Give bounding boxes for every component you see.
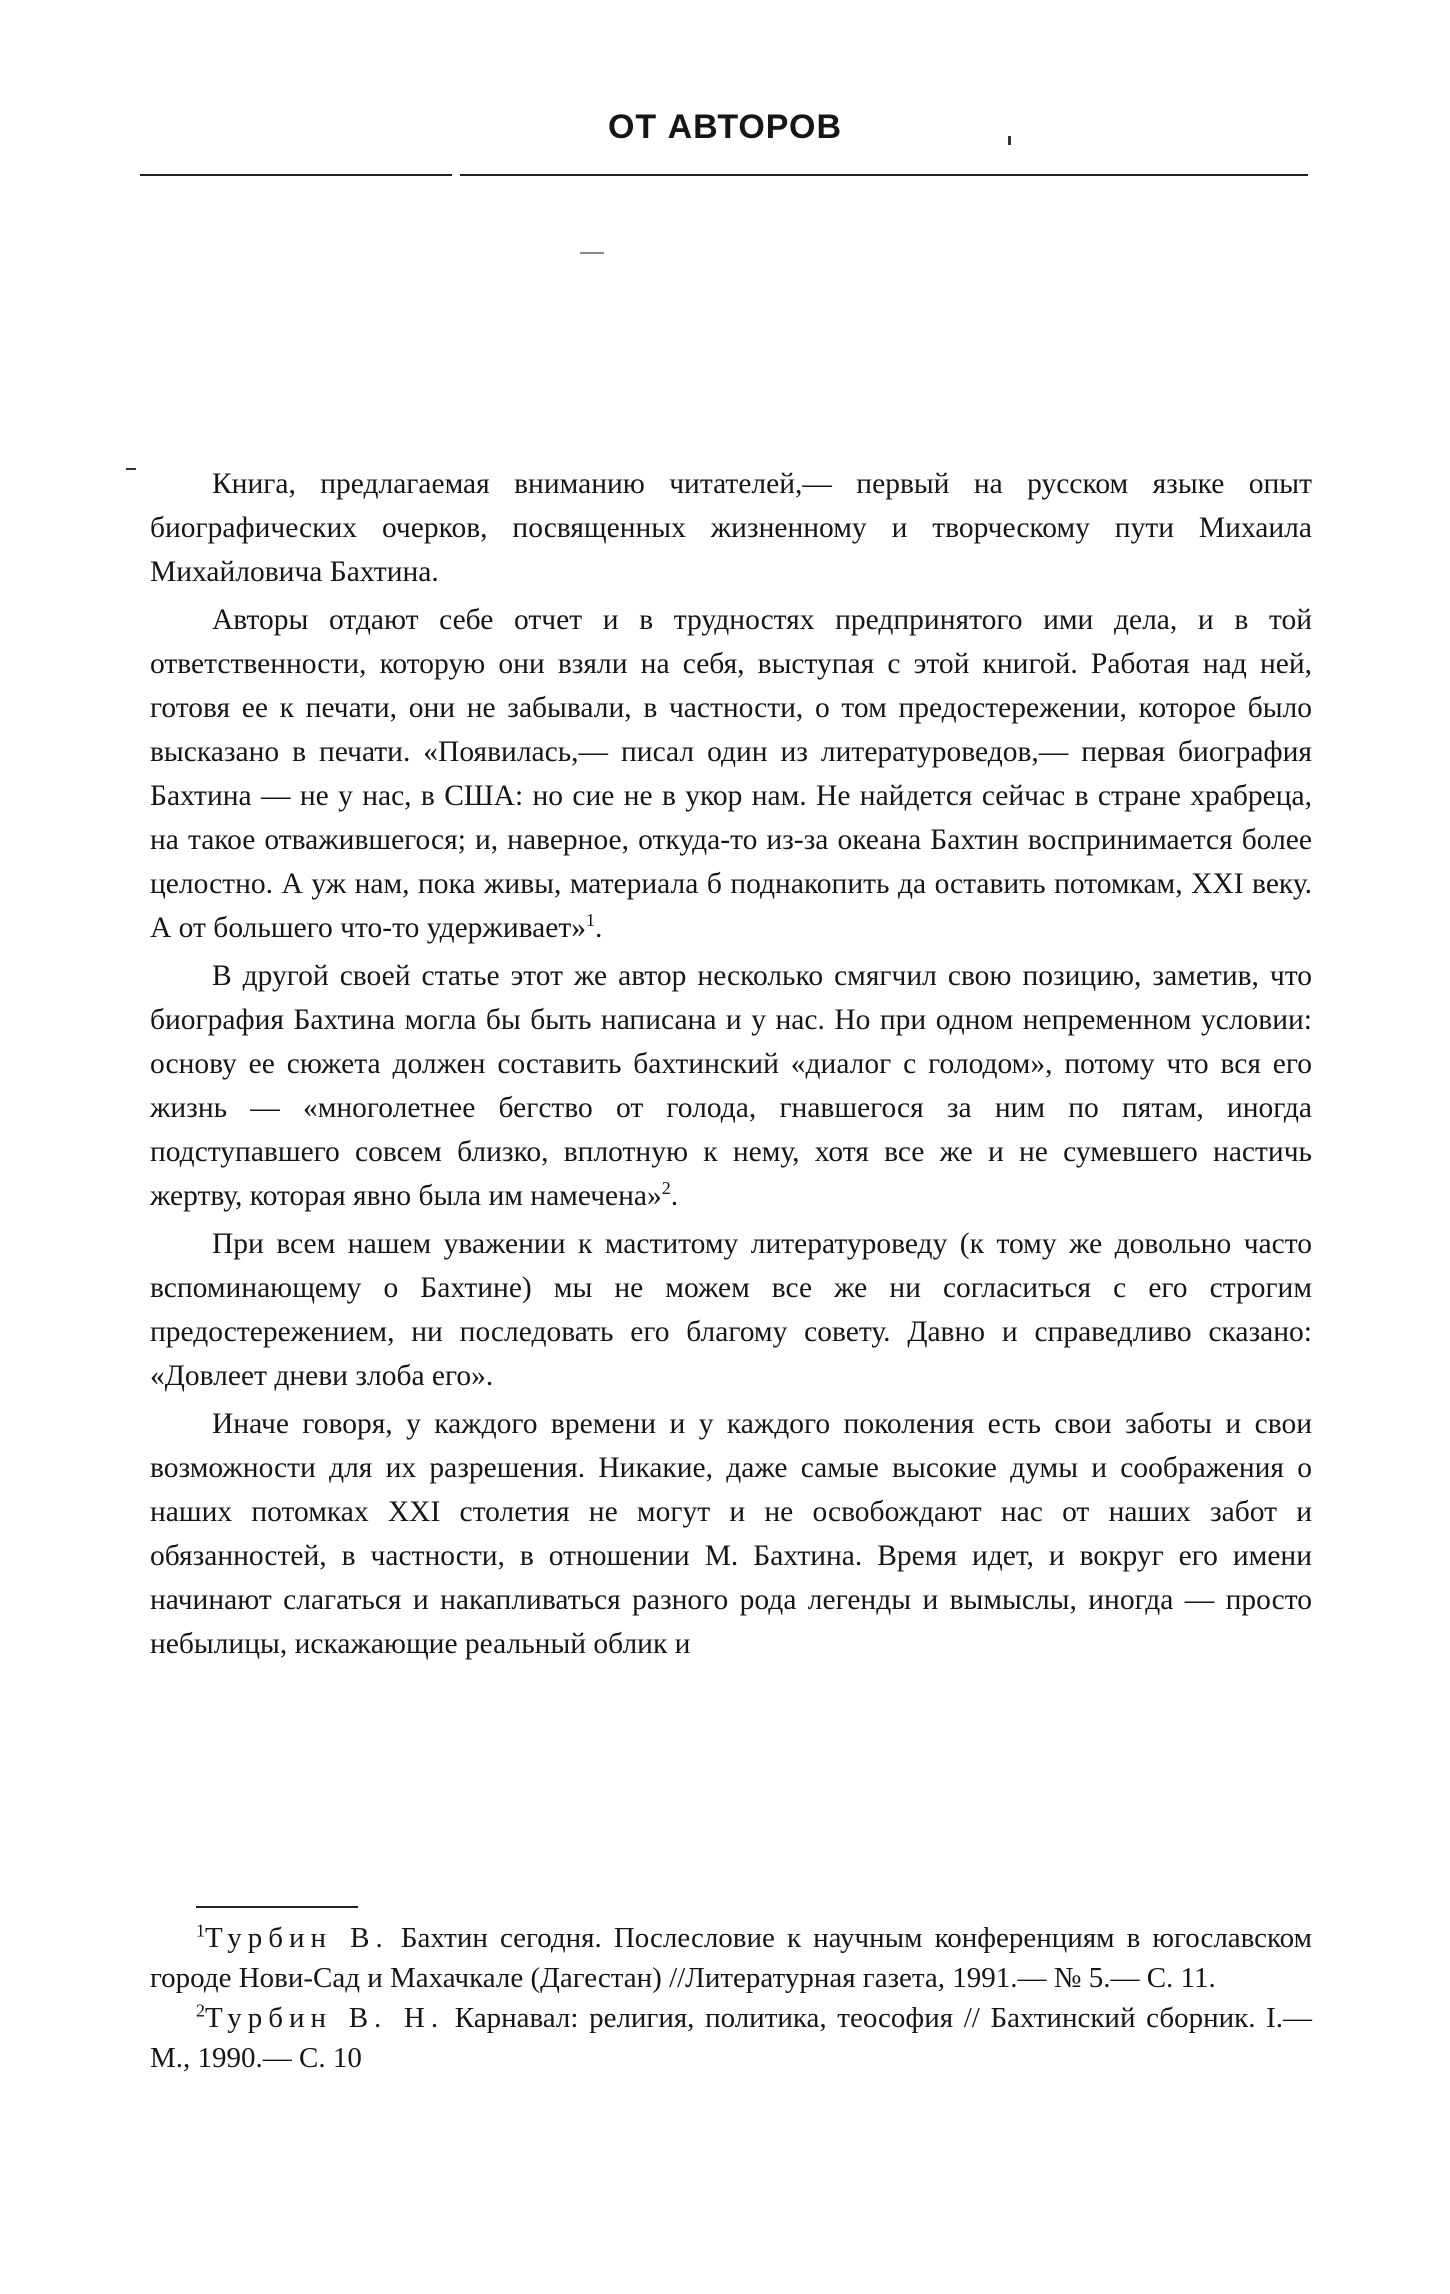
- footnote-text: Бахтин сегодня. Послесловие к научным конференциям в югославском городе Нови-Сад и Махачкале (Дагестан) //Литературная газета, 1991.— № 5.— С. 11.: [150, 1922, 1312, 1994]
- scan-speck: [1008, 136, 1011, 145]
- footnote-author: Турбин В. Н.: [205, 2002, 445, 2034]
- scan-speck: [580, 252, 604, 254]
- title-divider: [140, 174, 1308, 176]
- footnotes: [150, 1918, 1312, 2078]
- footnote: [150, 1918, 1312, 1998]
- page-title: ОТ АВТОРОВ: [607, 108, 843, 146]
- footnote-text: Карнавал: религия, политика, теософия // Бахтинский сборник. I.— М., 1990.— С. 10: [150, 2002, 1312, 2074]
- paragraph: Книга, предлагаемая вниманию читателей,— первый на русском языке опыт биографических очерков, посвященных жизненному и творческому пути Михаила Михайловича Бахтина.: [150, 468, 1312, 588]
- footnote-divider: [196, 1906, 358, 1908]
- paragraph: В другой своей статье этот же автор несколько смягчил свою позицию, заметив, что биография Бахтина могла бы быть написана и у нас. Но при одном непременном условии: основу ее сюжета должен составить бахтинский «диалог с голодом», потому что вся его жизнь — «многолетнее бегство от голода, гнавшегося за ним по пятам, иногда подступавшего совсем близко, вплотную к нему, хотя все же и не сумевшего настичь жертву, которая явно была им намечена»$^2$.: [150, 960, 1312, 1212]
- footnote-ref: 1: [585, 910, 595, 931]
- scan-speck: [126, 468, 136, 470]
- footnote: [150, 1998, 1312, 2078]
- body-text: [150, 462, 1312, 1670]
- footnote-author: Турбин В.: [205, 1922, 389, 1954]
- footnote-mark: 2: [196, 2000, 205, 2021]
- footnote-ref: 2: [661, 1178, 671, 1199]
- paragraph: При всем нашем уважении к маститому литературоведу (к тому же довольно часто вспоминающему о Бахтине) мы не можем все же ни согласиться с его строгим предостережением, ни последовать его благому совету. Давно и справедливо сказано: «Довлеет дневи злоба его».: [150, 1228, 1312, 1392]
- paragraph: Авторы отдают себе отчет и в трудностях предпринятого ими дела, и в той ответственности, которую они взяли на себя, выступая с этой книгой. Работая над ней, готовя ее к печати, они не забывали, в частности, о том предостережении, которое было высказано в печати. «Появилась,— писал один из литературоведов,— первая биография Бахтина — не у нас, в США: но сие не в укор нам. Не найдется сейчас в стране храбреца, на такое отважившегося; и, наверное, откуда-то из-за океана Бахтин воспринимается более целостно. А уж нам, пока живы, материала б поднакопить да оставить потомкам, XXI веку. А от большего что-то удерживает»$^1$.: [150, 604, 1312, 944]
- footnote-mark: 1: [196, 1920, 205, 1941]
- paragraph: Иначе говоря, у каждого времени и у каждого поколения есть свои заботы и свои возможности для их разрешения. Никакие, даже самые высокие думы и соображения о наших потомках XXI столетия не могут и не освобождают нас от наших забот и обязанностей, в частности, в отношении М. Бахтина. Время идет, и вокруг его имени начинают слагаться и накапливаться разного рода легенды и вымыслы, иногда — просто небылицы, искажающие реальный облик и: [150, 1408, 1312, 1660]
